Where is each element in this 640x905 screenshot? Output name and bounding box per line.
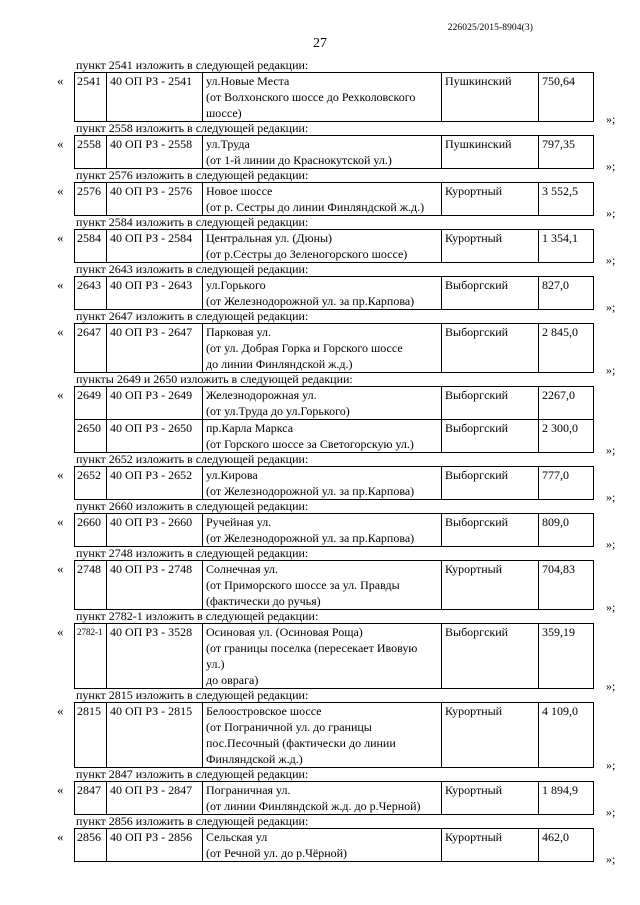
road-extent-line: (от ул.Труда до ул.Горького) [206,404,350,418]
amendment-heading: пункт 2856 изложить в следующей редакции: [76,814,309,828]
road-table [74,229,594,263]
amendment-table-wrap [0,386,640,457]
road-name-cell [203,230,442,263]
amendment-table-wrap [0,828,640,866]
amendment-section [0,262,640,314]
amendment-table-wrap [0,466,640,504]
road-code: 40 ОП РЗ - 2660 [107,514,203,547]
road-length: 359,19 [539,624,594,689]
road-extent-line: (от Железнодорожной ул. за пр.Карпова) [206,531,415,545]
road-code: 40 ОП РЗ - 2650 [107,420,203,453]
closing-quote: »; [606,600,616,614]
road-extent-line: (от линии Финляндской ж.д. до р.Черной) [206,799,421,813]
road-extent-line: (фактически до ручья) [206,594,321,608]
road-table [74,702,594,768]
item-number: 2643 [75,277,107,310]
closing-quote: »; [606,206,616,220]
road-name-cell [203,136,442,169]
item-number: 2660 [75,514,107,547]
district: Выборгский [442,624,539,689]
table-row [75,467,594,500]
road-name-cell [203,183,442,216]
road-extent-line: до линии Финляндской ж.д.) [206,357,353,371]
road-length: 704,83 [539,561,594,610]
road-name-cell [203,703,442,768]
closing-quote: »; [606,443,616,457]
closing-quote: »; [606,363,616,377]
road-code: 40 ОП РЗ - 2647 [107,324,203,373]
item-number: 2847 [75,782,107,815]
road-extent-line: (от Речной ул. до р.Чёрной) [206,846,348,860]
closing-quote: »; [606,537,616,551]
road-name-cell [203,73,442,122]
road-code: 40 ОП РЗ - 2815 [107,703,203,768]
amendment-heading: пункт 2782-1 изложить в следующей редакции: [76,609,319,623]
road-extent-line: пос.Песочный (фактически до линии [206,736,396,750]
amendment-section [0,309,640,377]
road-extent-line: до оврага) [206,673,259,687]
road-code: 40 ОП РЗ - 2643 [107,277,203,310]
amendment-table-wrap [0,182,640,220]
district: Курортный [442,829,539,862]
road-name: Ручейная ул. [206,515,272,529]
road-extent-line: (от Волхонского шоссе до Рехколовского шоссе) [206,90,416,120]
road-code: 40 ОП РЗ - 2748 [107,561,203,610]
road-name-cell [203,624,442,689]
road-extent-line: (от 1-й линии до Краснокутской ул.) [206,153,392,167]
item-number: 2815 [75,703,107,768]
amendment-table-wrap [0,229,640,267]
road-extent-line: (от границы поселка (пересекает Ивовую ул.) [206,641,418,671]
closing-quote: »; [606,805,616,819]
amendment-table-wrap [0,702,640,772]
item-number: 2541 [75,73,107,122]
road-table [74,623,594,689]
amendment-table-wrap [0,781,640,819]
road-name: ул.Новые Места [206,74,290,88]
item-number: 2650 [75,420,107,453]
district: Курортный [442,230,539,263]
item-number: 2652 [75,467,107,500]
road-name-cell [203,420,442,453]
opening-quote: « [57,782,64,797]
road-extent-line: (от р. Сестры до линии Финляндской ж.д.) [206,200,425,214]
table-row [75,387,594,420]
opening-quote: « [57,324,64,339]
opening-quote: « [57,561,64,576]
amendment-section [0,814,640,866]
opening-quote: « [57,467,64,482]
road-length: 1 894,9 [539,782,594,815]
road-code: 40 ОП РЗ - 2652 [107,467,203,500]
road-length: 2267,0 [539,387,594,420]
table-row [75,561,594,610]
district: Пушкинский [442,136,539,169]
road-name: ул.Горького [206,278,266,292]
amendment-section [0,372,640,457]
table-row [75,420,594,453]
road-name-cell [203,514,442,547]
road-length: 4 109,0 [539,703,594,768]
road-table [74,182,594,216]
table-row [75,782,594,815]
amendment-heading: пункты 2649 и 2650 изложить в следующей редакции: [76,372,353,386]
amendment-section [0,546,640,614]
road-code: 40 ОП РЗ - 2576 [107,183,203,216]
closing-quote: »; [606,112,616,126]
document-body [0,58,640,866]
item-number: 2584 [75,230,107,263]
road-code: 40 ОП РЗ - 2649 [107,387,203,420]
amendment-heading: пункт 2558 изложить в следующей редакции: [76,121,309,135]
item-number: 2856 [75,829,107,862]
district: Выборгский [442,277,539,310]
table-row [75,73,594,122]
road-extent-line: (от ул. Добрая Горка и Горского шоссе [206,341,403,355]
table-row [75,230,594,263]
district: Пушкинский [442,73,539,122]
amendment-heading: пункт 2652 изложить в следующей редакции: [76,452,309,466]
district: Выборгский [442,420,539,453]
road-table [74,323,594,373]
road-length: 797,35 [539,136,594,169]
amendment-table-wrap [0,513,640,551]
opening-quote: « [57,387,64,402]
road-name: Белоостровское шоссе [206,704,322,718]
road-table [74,781,594,815]
opening-quote: « [57,73,64,88]
road-length: 1 354,1 [539,230,594,263]
amendment-section [0,58,640,126]
road-name-cell [203,277,442,310]
road-extent-line: Финляндской ж.д.) [206,752,303,766]
road-name: пр.Карла Маркса [206,421,294,435]
amendment-section [0,215,640,267]
road-table [74,828,594,862]
item-number: 2782-1 [75,624,107,689]
road-code: 40 ОП РЗ - 2584 [107,230,203,263]
district: Курортный [442,782,539,815]
closing-quote: »; [606,758,616,772]
road-name: Пограничная ул. [206,783,291,797]
amendment-heading: пункт 2815 изложить в следующей редакции: [76,688,309,702]
opening-quote: « [57,624,64,639]
road-length: 3 552,5 [539,183,594,216]
road-name: ул.Кирова [206,468,258,482]
road-length: 777,0 [539,467,594,500]
doc-id: 226025/2015-8904(3) [447,23,533,33]
road-table [74,72,594,122]
road-length: 2 845,0 [539,324,594,373]
road-code: 40 ОП РЗ - 3528 [107,624,203,689]
district: Выборгский [442,467,539,500]
road-table [74,560,594,610]
amendment-section [0,168,640,220]
amendment-heading: пункт 2643 изложить в следующей редакции: [76,262,309,276]
opening-quote: « [57,829,64,844]
road-code: 40 ОП РЗ - 2558 [107,136,203,169]
amendment-table-wrap [0,560,640,614]
road-name-cell [203,387,442,420]
road-extent-line: (от Пограничной ул. до границы [206,720,372,734]
road-name: Железнодорожная ул. [206,388,317,402]
closing-quote: »; [606,159,616,173]
amendment-section [0,767,640,819]
amendment-table-wrap [0,323,640,377]
amendment-section [0,609,640,693]
road-name: Центральная ул. (Дюны) [206,231,333,245]
road-extent-line: (от р.Сестры до Зеленогорского шоссе) [206,247,408,261]
road-length: 809,0 [539,514,594,547]
opening-quote: « [57,514,64,529]
item-number: 2748 [75,561,107,610]
road-code: 40 ОП РЗ - 2856 [107,829,203,862]
district: Курортный [442,561,539,610]
amendment-heading: пункт 2584 изложить в следующей редакции: [76,215,309,229]
road-length: 2 300,0 [539,420,594,453]
road-code: 40 ОП РЗ - 2541 [107,73,203,122]
road-length: 827,0 [539,277,594,310]
opening-quote: « [57,136,64,151]
road-length: 750,64 [539,73,594,122]
opening-quote: « [57,277,64,292]
table-row [75,829,594,862]
table-row [75,514,594,547]
amendment-section [0,121,640,173]
closing-quote: »; [606,679,616,693]
table-row [75,324,594,373]
district: Курортный [442,183,539,216]
table-row [75,624,594,689]
amendment-heading: пункт 2660 изложить в следующей редакции: [76,499,309,513]
road-table [74,276,594,310]
amendment-table-wrap [0,135,640,173]
item-number: 2576 [75,183,107,216]
district: Выборгский [442,514,539,547]
amendment-heading: пункт 2748 изложить в следующей редакции: [76,546,309,560]
amendment-section [0,452,640,504]
amendment-table-wrap [0,276,640,314]
closing-quote: »; [606,300,616,314]
amendment-heading: пункт 2847 изложить в следующей редакции: [76,767,309,781]
road-name: Осиновая ул. (Осиновая Роща) [206,625,363,639]
closing-quote: »; [606,490,616,504]
road-table [74,466,594,500]
road-name-cell [203,467,442,500]
closing-quote: »; [606,253,616,267]
road-name-cell [203,829,442,862]
road-name: Парковая ул. [206,325,272,339]
district: Выборгский [442,324,539,373]
table-row [75,703,594,768]
amendment-section [0,499,640,551]
road-name-cell [203,561,442,610]
opening-quote: « [57,703,64,718]
amendment-table-wrap [0,623,640,693]
page-number: 27 [313,36,327,51]
amendment-heading: пункт 2541 изложить в следующей редакции: [76,58,309,72]
opening-quote: « [57,183,64,198]
road-name: Солнечная ул. [206,562,279,576]
amendment-heading: пункт 2647 изложить в следующей редакции: [76,309,309,323]
closing-quote: »; [606,852,616,866]
item-number: 2649 [75,387,107,420]
table-row [75,277,594,310]
road-name: Сельская ул [206,830,268,844]
road-extent-line: (от Горского шоссе за Светогорскую ул.) [206,437,414,451]
item-number: 2558 [75,136,107,169]
district: Выборгский [442,387,539,420]
road-extent-line: (от Железнодорожной ул. за пр.Карпова) [206,294,415,308]
road-table [74,135,594,169]
amendment-table-wrap [0,72,640,126]
road-name: ул.Труда [206,137,250,151]
item-number: 2647 [75,324,107,373]
amendment-section [0,688,640,772]
road-extent-line: (от Приморского шоссе за ул. Правды [206,578,400,592]
road-extent-line: (от Железнодорожной ул. за пр.Карпова) [206,484,415,498]
road-code: 40 ОП РЗ - 2847 [107,782,203,815]
table-row [75,136,594,169]
road-length: 462,0 [539,829,594,862]
road-table [74,386,594,453]
district: Курортный [442,703,539,768]
amendment-heading: пункт 2576 изложить в следующей редакции: [76,168,309,182]
road-name-cell [203,782,442,815]
table-row [75,183,594,216]
opening-quote: « [57,230,64,245]
road-name: Новое шоссе [206,184,273,198]
road-table [74,513,594,547]
road-name-cell [203,324,442,373]
